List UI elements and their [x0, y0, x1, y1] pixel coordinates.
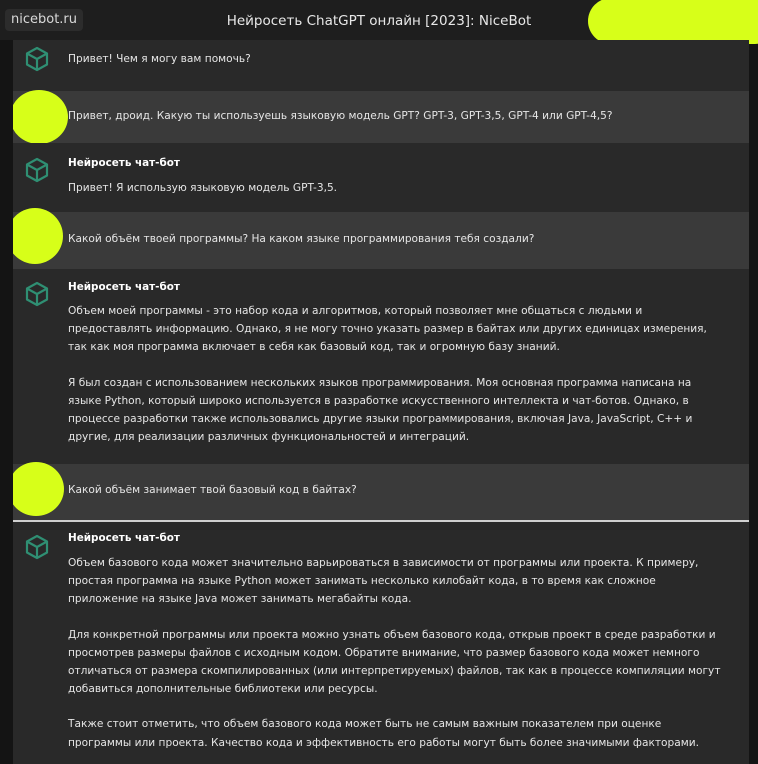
- message-text: [68, 554, 727, 752]
- site-address-chip[interactable]: nicebot.ru: [5, 9, 83, 31]
- message-text: [68, 302, 727, 446]
- user-message: [13, 91, 749, 143]
- bot-message: [13, 522, 749, 764]
- user-avatar: [13, 462, 64, 516]
- sender-name: Нейросеть чат-бот: [68, 532, 180, 544]
- cube-icon: [24, 534, 50, 560]
- message-text: Привет! Чем я могу вам помочь?: [68, 53, 251, 65]
- message-paragraph: Объем моей программы - это набор кода и алгоритмов, который позволяет мне общаться с людьми и предоставлять информацию. Однако, я не могу точно указать размер в байтах или других единицах измерения, так как моя программа включает в себя как базовый код, так и огромную базу знаний.: [68, 305, 707, 354]
- cube-icon: [24, 46, 50, 72]
- page-title: Нейросеть ChatGPT онлайн [2023]: NiceBot: [226, 13, 532, 29]
- title-bar: [0, 0, 758, 40]
- user-message: [13, 212, 749, 269]
- message-text: Привет, дроид. Какую ты используешь языковую модель GPT? GPT-3, GPT-3,5, GPT-4 или GPT-4,5?: [68, 110, 613, 122]
- bot-message: [13, 143, 749, 212]
- message-text: Привет! Я использую языковую модель GPT-3,5.: [68, 182, 338, 194]
- message-paragraph: Для конкретной программы или проекта можно узнать объем базового кода, открыв проект в среде разработки и просмотрев размеры файлов с исходным кодом. Обратите внимание, что размер базового кода может немного отличаться от размера скомпилированных (или интерпретируемых) файлов, так как в процессе компиляции могут добавиться дополнительные библиотеки или ресурсы.: [68, 628, 721, 696]
- redaction-mark: [588, 0, 758, 44]
- message-paragraph: Я был создан с использованием нескольких языков программирования. Моя основная программа написана на языке Python, который широко используется в разработке искусственного интеллекта и чат-ботов. Однако, в процессе разработки также использовались другие языки программирования, включая Java, JavaScript, C++ и другие, для реализации различных функциональностей и интеграций.: [68, 376, 693, 444]
- sender-name: Нейросеть чат-бот: [68, 281, 180, 293]
- message-text: Какой объём занимает твой базовый код в байтах?: [68, 484, 357, 496]
- chat-log: [13, 40, 749, 764]
- message-text: Какой объём твоей программы? На каком языке программирования тебя создали?: [68, 233, 535, 245]
- user-avatar: [13, 90, 68, 144]
- bot-message: [13, 269, 749, 464]
- user-message: [13, 464, 749, 520]
- message-paragraph: Объем базового кода может значительно варьироваться в зависимости от программы или проекта. К примеру, простая программа на языке Python может занимать несколько килобайт кода, в то время как сложное приложение на языке Java может занимать мегабайты кода.: [68, 557, 699, 606]
- user-avatar: [13, 208, 63, 264]
- cube-icon: [24, 281, 50, 307]
- cube-icon: [24, 157, 50, 183]
- sender-name: Нейросеть чат-бот: [68, 157, 180, 169]
- bot-message: [13, 40, 749, 91]
- message-paragraph: Также стоит отметить, что объем базового кода может быть не самым важным показателем при оценке программы или проекта. Качество кода и эффективность его работы могут быть более значимыми факторами.: [68, 718, 699, 749]
